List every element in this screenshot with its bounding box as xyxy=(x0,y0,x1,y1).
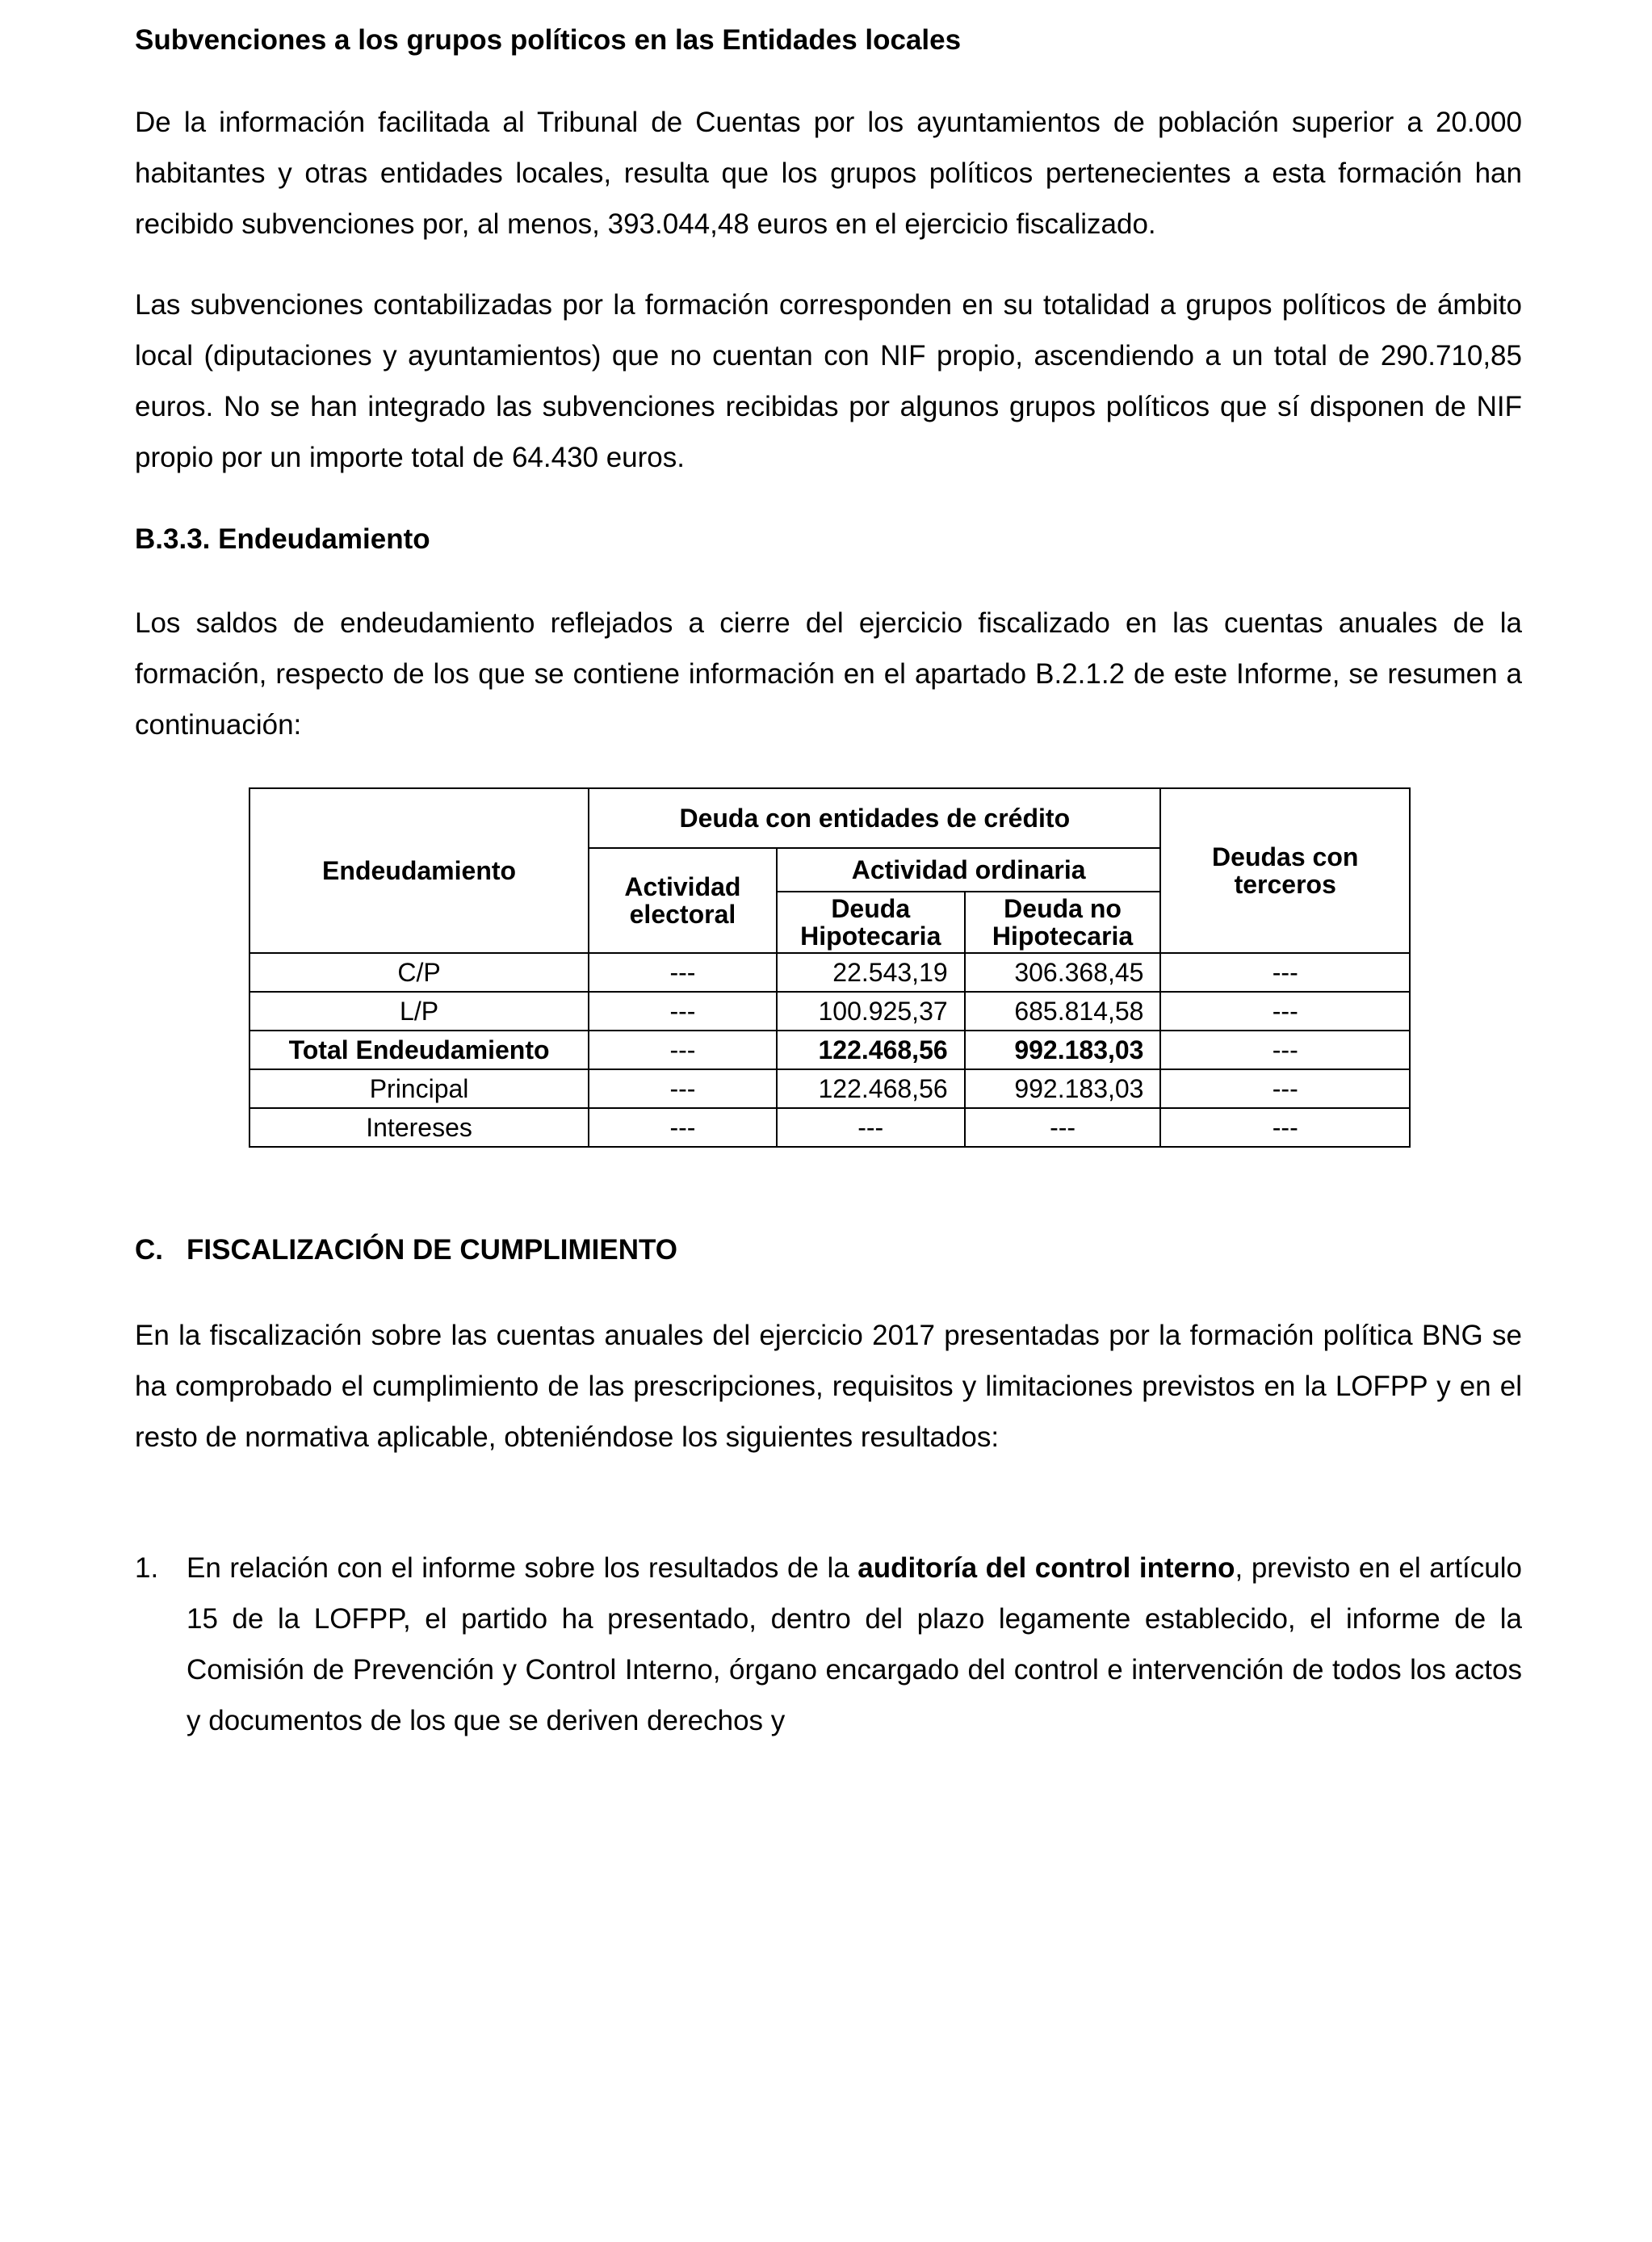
table-row-total xyxy=(249,1031,1410,1069)
cell-electoral: --- xyxy=(589,953,777,992)
endeudamiento-paragraph: Los saldos de endeudamiento reflejados a cierre del ejercicio fiscalizado en las cuentas anuales de la formación, respecto de los que se contiene información en el apartado B.2.1.2 de este Informe, se resumen a continuación: xyxy=(135,607,1522,741)
subvenciones-heading: Subvenciones a los grupos políticos en las Entidades locales xyxy=(135,24,962,56)
header-deuda-hipotecaria: Deuda Hipotecaria xyxy=(777,892,965,953)
cell-no-hipotecaria: 992.183,03 xyxy=(965,1031,1161,1069)
list-item xyxy=(135,1543,1522,1746)
list-item-text-end: , previsto en el artículo 15 de la LOFPP, el partido ha presentado, dentro del plazo legamente establecido, el informe de la Comisión de Prevención y Control Interno, órgano encargado del control e intervención de todos los actos y documentos de los que se deriven derechos y xyxy=(187,1552,1522,1736)
cell-hipotecaria: 22.543,19 xyxy=(777,953,965,992)
row-label: Total Endeudamiento xyxy=(249,1031,589,1069)
row-label: Intereses xyxy=(249,1108,589,1147)
cell-no-hipotecaria: 685.814,58 xyxy=(965,992,1161,1031)
table-row xyxy=(249,1108,1410,1147)
cell-terceros: --- xyxy=(1160,1031,1410,1069)
endeudamiento-table xyxy=(249,787,1411,1148)
cell-no-hipotecaria: 306.368,45 xyxy=(965,953,1161,992)
list-item-text xyxy=(187,1543,1522,1746)
cell-no-hipotecaria: 992.183,03 xyxy=(965,1069,1161,1108)
row-label: C/P xyxy=(249,953,589,992)
row-label: Principal xyxy=(249,1069,589,1108)
subvenciones-paragraph-1: De la información facilitada al Tribunal de Cuentas por los ayuntamientos de población superior a 20.000 habitantes y otras entidades locales, resulta que los grupos políticos pertenecientes a esta formación han recibido subvenciones por, al menos, 393.044,48 euros en el ejercicio fiscalizado. xyxy=(135,107,1522,240)
header-actividad-ordinaria: Actividad ordinaria xyxy=(777,848,1161,892)
fiscalizacion-paragraph: En la fiscalización sobre las cuentas anuales del ejercicio 2017 presentadas por la formación política BNG se ha comprobado el cumplimiento de las prescripciones, requisitos y limitaciones previstos en la LOFPP y en el resto de normativa aplicable, obteniéndose los siguientes resultados: xyxy=(135,1320,1522,1453)
table-row xyxy=(249,953,1410,992)
cell-electoral: --- xyxy=(589,1069,777,1108)
cell-terceros: --- xyxy=(1160,1108,1410,1147)
list-item-bold: auditoría del control interno xyxy=(857,1552,1235,1584)
cell-terceros: --- xyxy=(1160,992,1410,1031)
list-item-text-start: En relación con el informe sobre los resultados de la xyxy=(187,1552,858,1584)
cell-electoral: --- xyxy=(589,1108,777,1147)
list-item-number: 1. xyxy=(135,1552,159,1584)
cell-hipotecaria: --- xyxy=(777,1108,965,1147)
fiscalizacion-heading xyxy=(135,1234,677,1266)
cell-electoral: --- xyxy=(589,1031,777,1069)
cell-terceros: --- xyxy=(1160,953,1410,992)
section-title: FISCALIZACIÓN DE CUMPLIMIENTO xyxy=(187,1234,677,1266)
cell-electoral: --- xyxy=(589,992,777,1031)
header-endeudamiento: Endeudamiento xyxy=(249,788,589,953)
table-row xyxy=(249,992,1410,1031)
section-letter: C. xyxy=(135,1234,163,1266)
row-label: L/P xyxy=(249,992,589,1031)
header-deudas-terceros: Deudas con terceros xyxy=(1160,788,1410,953)
cell-hipotecaria: 122.468,56 xyxy=(777,1031,965,1069)
subvenciones-paragraph-2: Las subvenciones contabilizadas por la formación corresponden en su totalidad a grupos políticos de ámbito local (diputaciones y ayuntamientos) que no cuentan con NIF propio, ascendiendo a un total de 290.710,85 euros. No se han integrado las subvenciones recibidas por algunos grupos políticos que sí disponen de NIF propio por un importe total de 64.430 euros. xyxy=(135,289,1522,473)
cell-terceros: --- xyxy=(1160,1069,1410,1108)
header-deuda-no-hipotecaria: Deuda no Hipotecaria xyxy=(965,892,1161,953)
cell-no-hipotecaria: --- xyxy=(965,1108,1161,1147)
header-deuda-credito: Deuda con entidades de crédito xyxy=(589,788,1160,848)
table-row xyxy=(249,1069,1410,1108)
cell-hipotecaria: 122.468,56 xyxy=(777,1069,965,1108)
header-actividad-electoral: Actividad electoral xyxy=(589,848,777,953)
cell-hipotecaria: 100.925,37 xyxy=(777,992,965,1031)
endeudamiento-heading: B.3.3. Endeudamiento xyxy=(135,523,430,555)
